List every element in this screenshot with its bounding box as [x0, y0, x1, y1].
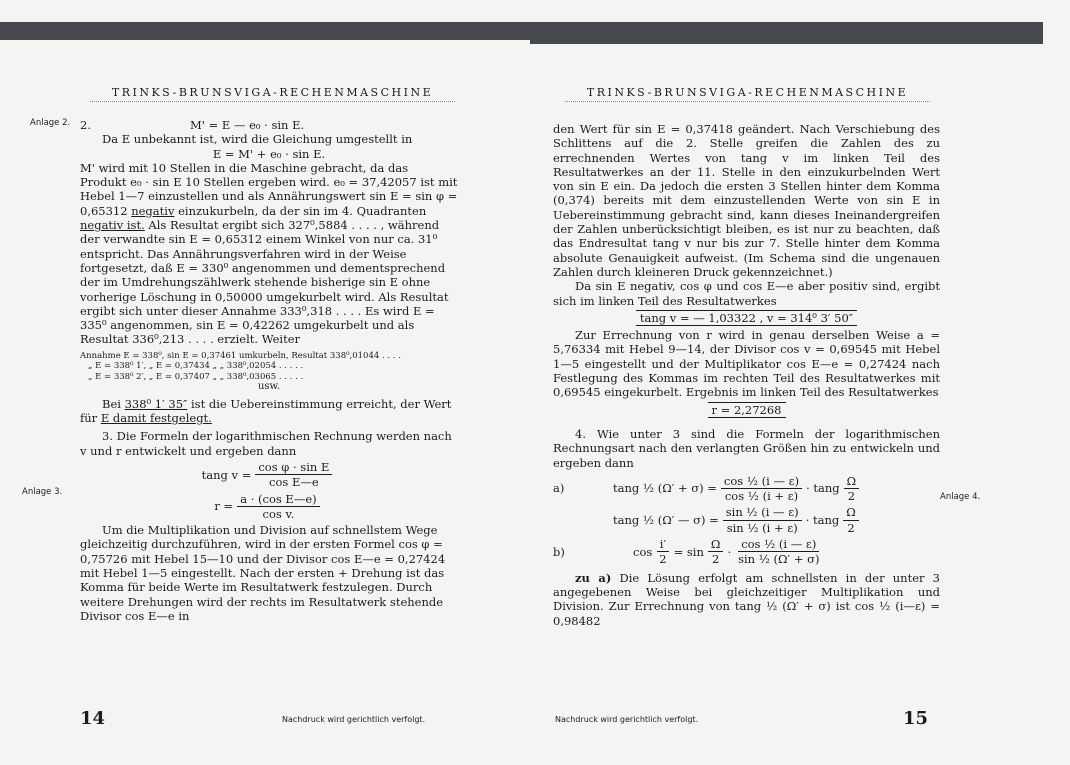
formula-lhs: tang ½ (Ω′ — σ) = [613, 513, 719, 528]
right-body [553, 122, 940, 628]
underlined-text: E damit festgelegt. [100, 411, 212, 426]
text: ist die Uebereinstimmung erreicht, der Wert für [80, 396, 452, 426]
fraction [844, 474, 860, 504]
formula-tail: · tang [805, 513, 840, 528]
table-usw: usw. [257, 381, 281, 393]
margin-note-anlage-2: Anlage 2. [30, 118, 71, 128]
result-line [553, 403, 940, 417]
paragraph: den Wert für sin E = 0,37418 geändert. Nach Verschiebung des Schlittens auf die 2. Stelle greifen die Zahlen des zu errechnenden Wertes von tang v im linken Teil des Resultatwerkes an der 11. Stelle in den einzukurbelnden Wert von sin E ein. Da jedoch die ersten 3 Stellen hinter dem Komma (0,374) bereits mit dem einzustellenden Werte von sin E in Uebereinstimmung gebracht sind, kann dieses Ineinandergreifen der Zahlen unberücksichtigt bleiben, es ist nur zu beachten, daß das Endresultat tang v nur bis zur 7. Stelle hinter dem Komma absolute Genauigkeit aufweist. (Im Schema sind die ungenauen Zahlen durch kleineren Druck gekennzeichnet.) [553, 122, 940, 279]
numerator: i′ [657, 537, 669, 552]
iteration-table [80, 351, 458, 393]
fraction [656, 537, 669, 567]
formula-label: b) [553, 544, 565, 559]
underlined-text: negativ [131, 203, 175, 218]
page-number: 15 [903, 708, 929, 729]
footer-note: Nachdruck wird gerichtlich verfolgt. [282, 715, 426, 724]
underlined-text: negativ ist. [80, 218, 145, 233]
fraction [735, 537, 822, 567]
fraction [721, 474, 802, 504]
table-row: Annahme E = 338⁰, sin E = 0,37461 umkurbeln, Resultat 338⁰,01044 . . . . [80, 350, 401, 361]
formula-label: a) [553, 481, 565, 496]
paragraph: Da E unbekannt ist, wird die Gleichung umgestellt in [102, 132, 413, 147]
table-row: „ E = 338⁰ 2′, „ E = 0,37407 „ „ 338⁰,03065 . . . . . [88, 371, 304, 382]
denominator: cos v. [262, 506, 295, 521]
result-line [553, 311, 940, 325]
formula-a2 [553, 505, 940, 535]
text: Die Lösung erfolgt am schnellsten in der unter 3 angegebenen Weise bei gleichzeitiger Multiplikation und Division. Zur Errechnung von tang ½ (Ω′ + σ) ist cos ½ (i—ε) = 0,98482 [553, 570, 940, 628]
formula-b [553, 537, 940, 567]
numerator: cos φ · sin E [255, 460, 332, 475]
paragraph: 3. Die Formeln der logarithmischen Rechnung werden nach v und r entwickelt und ergeben dann [80, 429, 452, 458]
paragraph: Zur Errechnung von r wird in genau derselben Weise a = 5,76334 mit Hebel 9—14, der Divisor cos v = 0,69545 mit Hebel 1—5 eingestellt und der Multiplikator cos E—e = 0,27424 nach Festlegung des Kommas im rechten Teil des Resultatwerkes mit 0,69545 eingekurbelt. Ergebnis im linken Teil des Resultatwerkes [553, 328, 940, 400]
denominator: sin ½ (Ω′ + σ) [738, 552, 820, 567]
fraction [255, 460, 332, 490]
numerator: cos ½ (i — ε) [738, 537, 819, 552]
formula-text: · [727, 544, 732, 559]
fraction [237, 492, 319, 522]
boxed-result: r = 2,27268 [708, 402, 786, 418]
formula-a1 [553, 474, 940, 504]
numerator: a · (cos E—e) [237, 492, 319, 507]
page-number: 14 [80, 708, 106, 729]
numerator: sin ½ (i — ε) [723, 505, 802, 520]
margin-note-anlage-4: Anlage 4. [940, 492, 981, 502]
equation: E = M' + e₀ · sin E. [212, 146, 326, 161]
denominator: cos ½ (i + ε) [724, 489, 799, 504]
formula-r [80, 492, 458, 522]
text: Als Resultat ergibt sich 327⁰,5884 . . . . , während der verwandte sin E = 0,65312 einem Winkel von nur ca. 31⁰ entspricht. Das Annährungsverfahren wird in der Weise fortgesetzt, daß E = 330⁰ angenommen und dementsprechend der im Umdrehungszählwerk stehende bisherige sin E ohne vorherige Löschung in 0,50000 umgekurbelt wird. Als Resultat ergibt sich unter dieser Annahme 333⁰,318 . . . . Es wird E = 335⁰ angenommen, sin E = 0,42262 umgekurbelt und als Resultat 336⁰,213 . . . . erzielt. Weiter [80, 218, 449, 347]
boxed-result: tang v = — 1,03322 , v = 314⁰ 3′ 50″ [636, 310, 857, 326]
table-row: „ E = 338⁰ 1′, „ E = 0,37434 „ „ 338⁰,02054 . . . . . [88, 361, 304, 372]
running-header: TRINKS-BRUNSVIGA-RECHENMASCHINE [565, 86, 930, 102]
paragraph: Um die Multiplikation und Division auf schnellstem Wege gleichzeitig durchzuführen, wird in der ersten Formel cos φ = 0,75726 mit Hebel 15—10 und der Divisor cos E—e = 0,27424 mit Hebel 1—5 eingestellt. Nach der ersten + Drehung ist das Komma für beide Werte im Resultatwerk festzulegen. Durch weitere Drehungen wird der rechts im Resultatwerk stehende Divisor cos E—e in [80, 523, 446, 623]
formula-tang-v [80, 460, 458, 490]
formula-lhs: tang ½ (Ω′ + σ) = [613, 481, 717, 496]
numerator: Ω [844, 474, 860, 489]
paragraph: 4. Wie unter 3 sind die Formeln der logarithmischen Rechnungsart nach den verlangten Größen hin zu entwickeln und ergeben dann [553, 426, 940, 470]
footer-note: Nachdruck wird gerichtlich verfolgt. [555, 715, 699, 724]
denominator: 2 [847, 489, 856, 504]
numerator: Ω [708, 537, 724, 552]
numerator: cos ½ (i — ε) [721, 474, 802, 489]
section-2-equation [80, 118, 458, 132]
equation: M' = E — e₀ · sin E. [190, 118, 305, 132]
formula-lhs: r = [214, 499, 234, 514]
fraction [708, 537, 724, 567]
denominator: 2 [712, 552, 720, 567]
scan-top-bar-right [530, 38, 1043, 44]
text: einzukurbeln, da der sin im 4. Quadranten [178, 203, 427, 218]
numerator: Ω [843, 505, 859, 520]
paragraph: Da sin E negativ, cos φ und cos E—e aber positiv sind, ergibt sich im linken Teil des Resultatwerkes [553, 279, 940, 308]
left-page [0, 60, 535, 740]
formula-lhs: cos [633, 544, 653, 559]
underlined-text: 338⁰ 1′ 35″ [124, 396, 188, 411]
paragraph [80, 161, 458, 347]
formula-text: = sin [673, 544, 704, 559]
denominator: sin ½ (i + ε) [726, 520, 798, 535]
left-body [80, 118, 458, 623]
running-header: TRINKS-BRUNSVIGA-RECHENMASCHINE [90, 86, 455, 102]
paragraph [80, 397, 458, 426]
right-page [535, 60, 1070, 740]
denominator: 2 [659, 552, 667, 567]
section-number: 2. [80, 118, 91, 132]
margin-note-anlage-3: Anlage 3. [22, 487, 63, 497]
text: M' wird mit 10 Stellen in die Maschine gebracht, da das Produkt e₀ · sin E 10 Stellen ergeben wird. e₀ = 37,42057 ist mit Hebel 1—7 einzustellen und als Annährungswert sin E = sin φ = 0,65312 [80, 160, 458, 218]
bold-text: zu a) [575, 570, 612, 585]
denominator: cos E—e [269, 475, 319, 490]
text: Bei [102, 396, 121, 411]
fraction [723, 505, 802, 535]
paragraph [553, 571, 940, 628]
denominator: 2 [847, 520, 855, 535]
formula-tail: · tang [806, 481, 840, 496]
fraction [843, 505, 859, 535]
formula-lhs: tang v = [201, 467, 252, 482]
